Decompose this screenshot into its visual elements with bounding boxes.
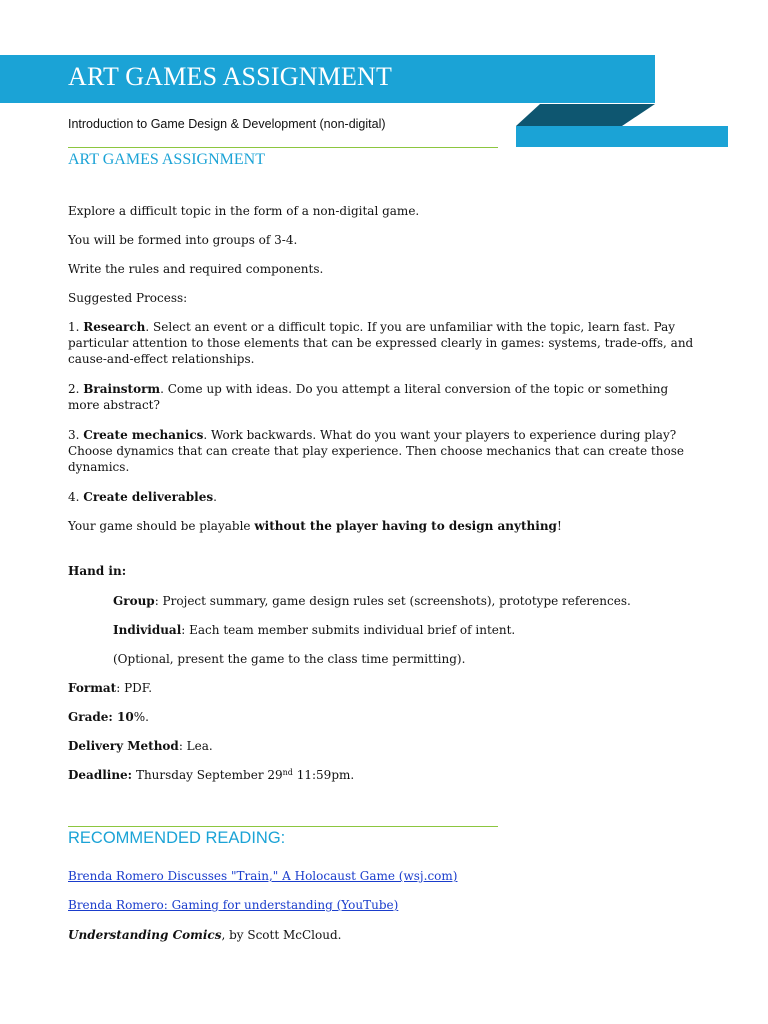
reading-link-youtube[interactable]: Brenda Romero: Gaming for understanding (YouTube)	[68, 898, 399, 912]
handin-optional: (Optional, present the game to the class time permitting).	[113, 652, 466, 666]
paragraph-explore: Explore a difficult topic in the form of a non-digital game.	[68, 204, 420, 218]
handin-label: Hand in:	[68, 564, 127, 578]
format-line: Format: PDF.	[68, 681, 153, 695]
divider-rule	[68, 147, 498, 148]
deadline-line: Deadline: Thursday September 29nd 11:59pm.	[68, 768, 355, 782]
step-brainstorm: 2. Brainstorm. Come up with ideas. Do you attempt a literal conversion of the topic or something more abstract?	[68, 382, 669, 412]
divider-rule	[68, 826, 498, 827]
step-research: 1. Research. Select an event or a difficult topic. If you are unfamiliar with the topic, learn fast. Pay particular attention to those elements that can be expressed clearly in games: systems, trade-offs, and cause-and-effect relationships.	[68, 320, 694, 366]
handin-group: Group: Project summary, game design rules set (screenshots), prototype references.	[113, 594, 631, 608]
paragraph-suggested-process: Suggested Process:	[68, 291, 188, 305]
step-create-deliverables: 4. Create deliverables.	[68, 490, 217, 504]
reading-link-train[interactable]: Brenda Romero Discusses "Train," A Holocaust Game (wsj.com)	[68, 869, 458, 883]
course-subtitle: Introduction to Game Design & Development (non-digital)	[68, 117, 386, 131]
recommended-reading-heading: RECOMMENDED READING:	[68, 829, 286, 847]
reading-book: Understanding Comics, by Scott McCloud.	[68, 928, 342, 942]
paragraph-groups: You will be formed into groups of 3-4.	[68, 233, 298, 247]
delivery-method-line: Delivery Method: Lea.	[68, 739, 213, 753]
grade-line: Grade: 10%.	[68, 710, 149, 724]
section-heading: ART GAMES ASSIGNMENT	[68, 151, 265, 168]
page-title: ART GAMES ASSIGNMENT	[68, 62, 393, 91]
step-create-mechanics: 3. Create mechanics. Work backwards. What do you want your players to experience during play? Choose dynamics that can create that play experience. Then choose mechanics that can create those dynamics.	[68, 428, 684, 474]
handin-individual: Individual: Each team member submits individual brief of intent.	[113, 623, 516, 637]
paragraph-playable: Your game should be playable without the player having to design anything!	[68, 519, 562, 533]
paragraph-rules: Write the rules and required components.	[68, 262, 324, 276]
